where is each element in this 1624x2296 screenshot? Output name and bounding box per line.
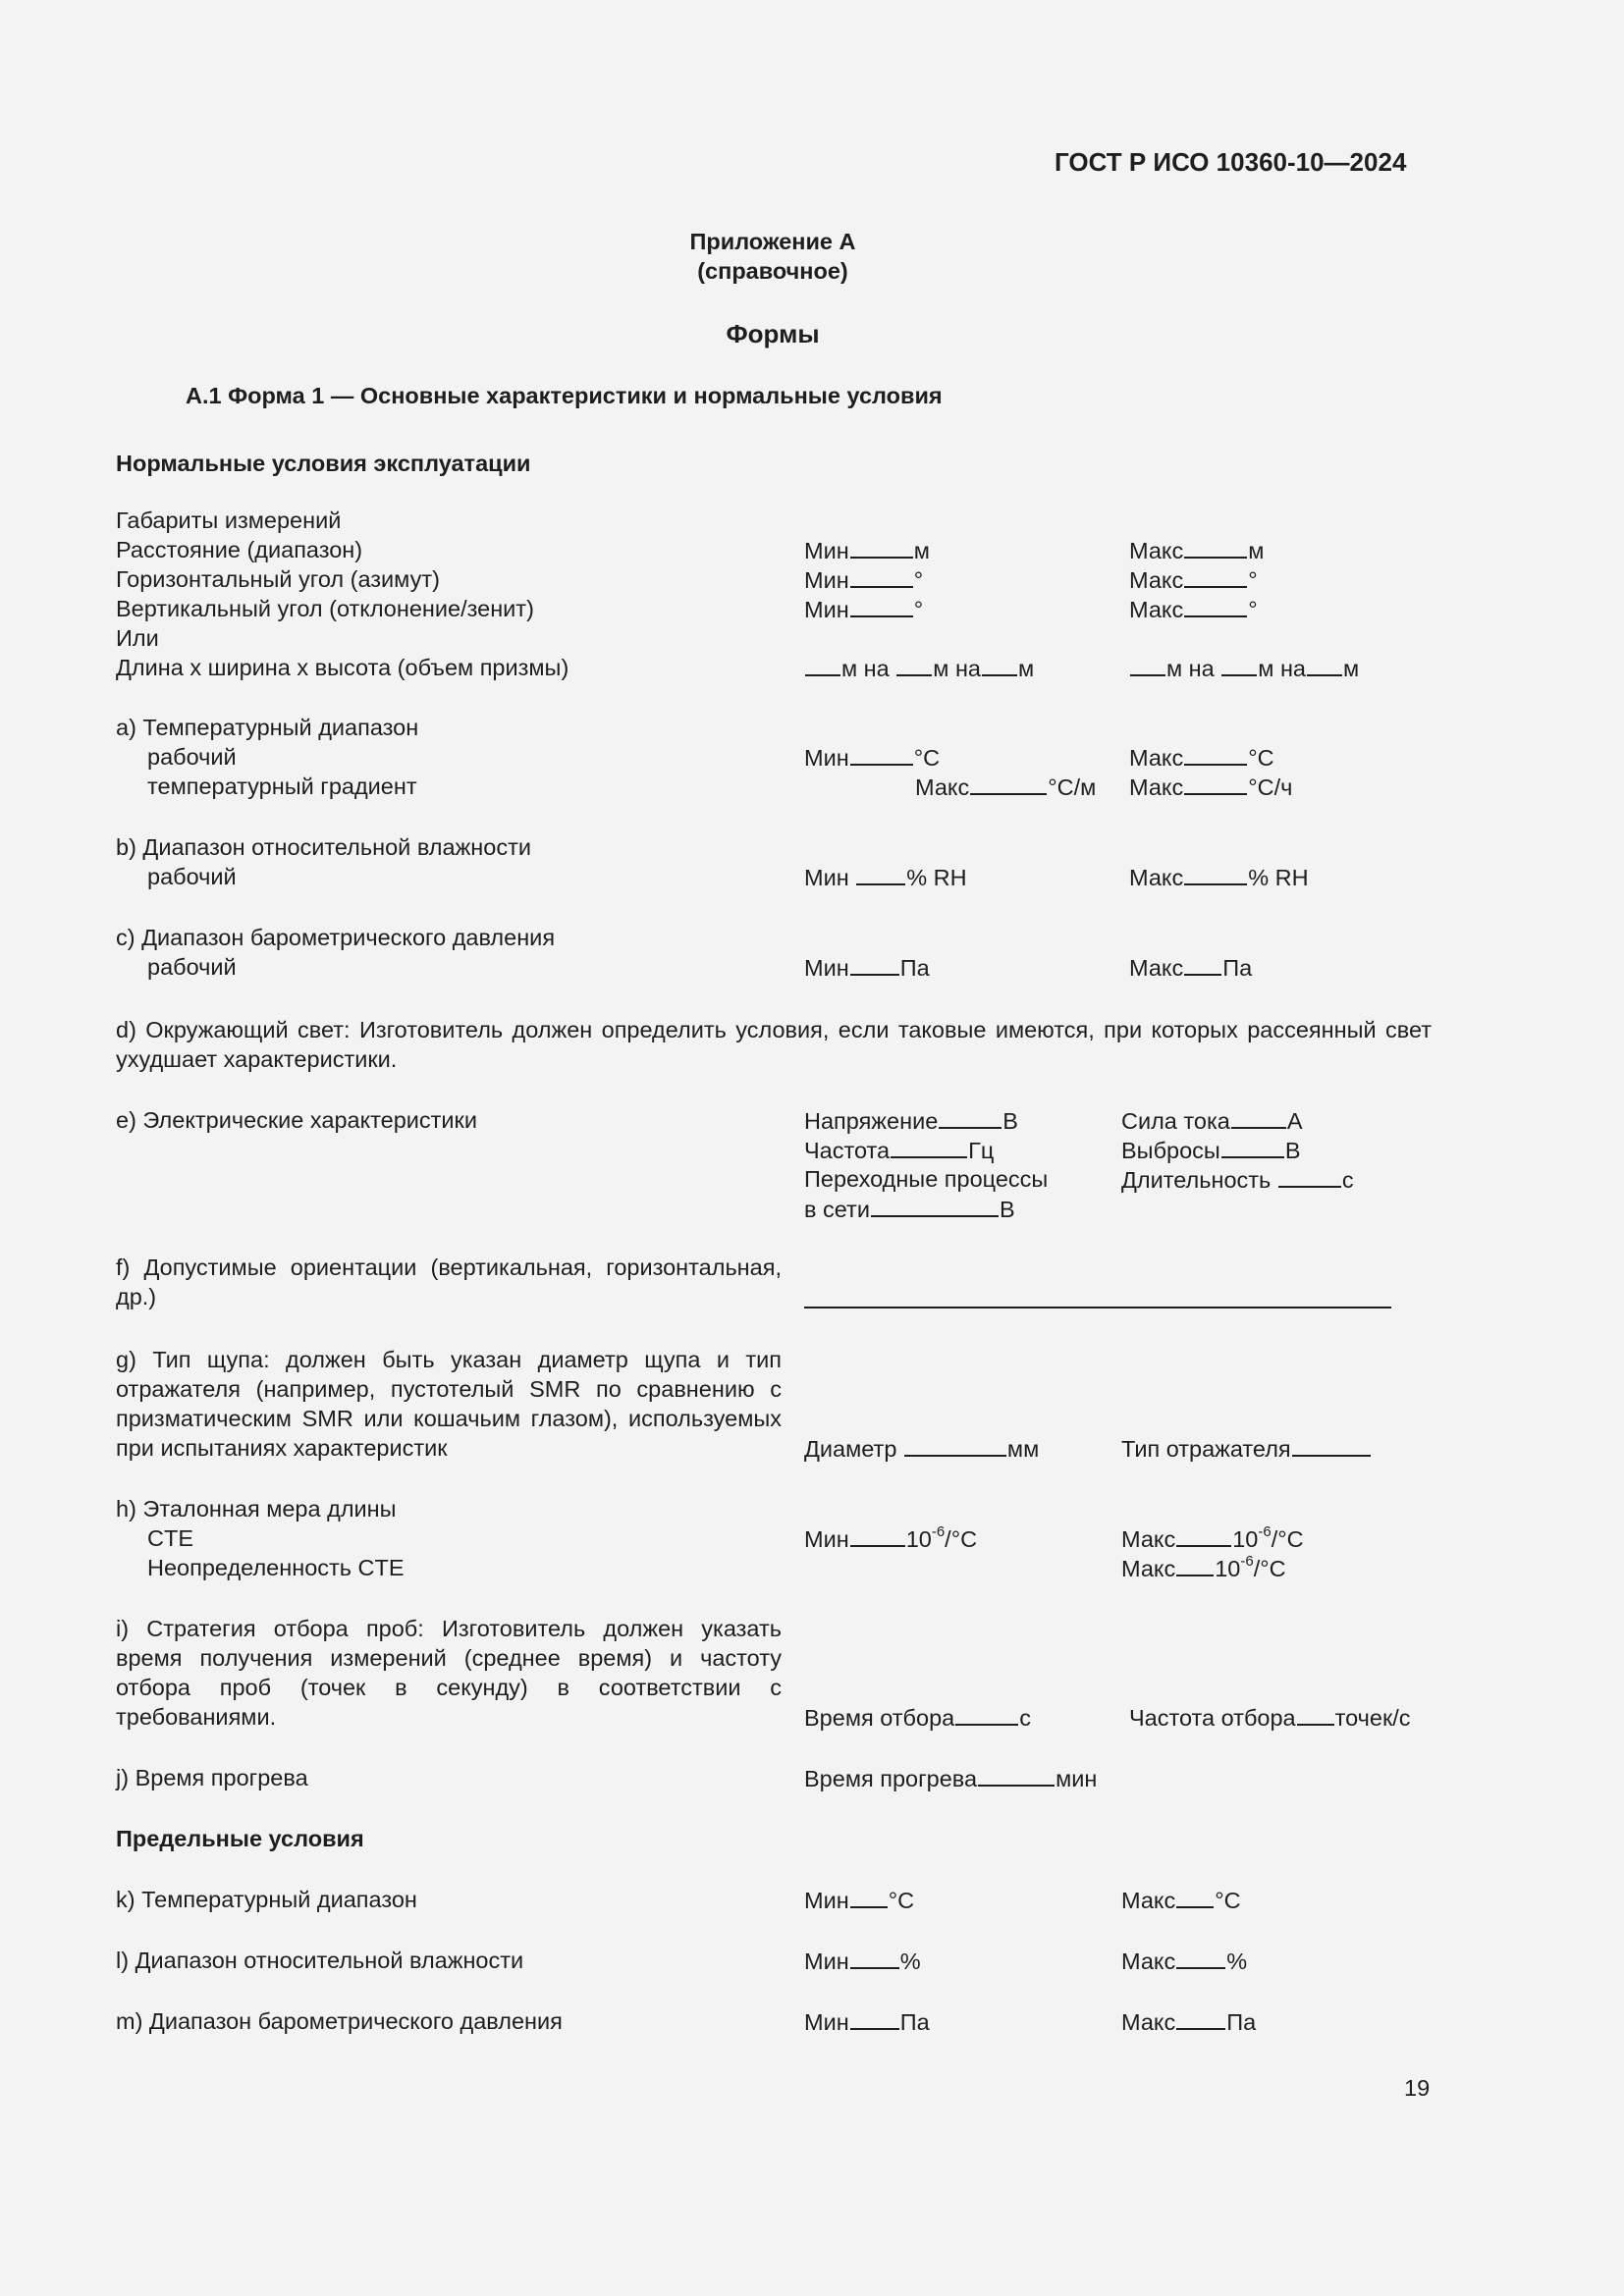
cte-label: CTE — [147, 1525, 193, 1551]
temp-range-label: a) Температурный диапазон — [116, 715, 419, 740]
limit-temp-min: Мин °C — [804, 1885, 914, 1915]
cte-max: Макс $10^{-6}/^\circ C$ — [1121, 1523, 1304, 1552]
current-field: Сила тока А — [1121, 1105, 1303, 1136]
cte-min: Мин $10^{-6}/^\circ C$ — [804, 1523, 978, 1552]
section-title: А.1 Форма 1 — Основные характеристики и нормальные условия — [186, 383, 943, 408]
lwh-max: м на м на м — [1129, 653, 1359, 683]
warmup-label: j) Время прогрева — [116, 1765, 308, 1790]
limit-temp-label: k) Температурный диапазон — [116, 1887, 417, 1912]
diameter-field: Диаметр мм — [804, 1433, 1039, 1464]
distance-min: Мин м — [804, 535, 930, 565]
lwh-label: Длина x ширина x высота (объем призмы) — [116, 655, 569, 680]
reflector-type-field: Тип отражателя — [1121, 1433, 1372, 1464]
limit-humidity-label: l) Диапазон относительной влажности — [116, 1948, 524, 1973]
humidity-working-label: рабочий — [147, 864, 237, 889]
horiz-max: Макс ° — [1129, 564, 1258, 595]
distance-label: Расстояние (диапазон) — [116, 537, 363, 562]
temp-working-min: Мин °C — [804, 742, 940, 773]
ref-length-label: h) Эталонная мера длины — [116, 1496, 397, 1522]
orientations-blank — [804, 1307, 1391, 1308]
electrical-label: e) Электрические характеристики — [116, 1107, 477, 1133]
page-number: 19 — [1404, 2075, 1431, 2101]
ambient-light-text: d) Окружающий свет: Изготовитель должен определить условия, если таковые имеются, при которых рассеянный свет ухудшает характеристики. — [116, 1017, 1432, 1072]
pressure-min: Мин Па — [804, 952, 930, 983]
vert-angle-label: Вертикальный угол (отклонение/зенит) — [116, 596, 534, 621]
appendix-subtitle: (справочное) — [697, 258, 848, 284]
sample-rate-field: Частота отбора точек/с — [1129, 1702, 1411, 1733]
sample-time-field: Время отбора с — [804, 1702, 1031, 1733]
duration-field: Длительность с — [1121, 1164, 1354, 1195]
limit-pressure-min: Мин Па — [804, 2006, 930, 2037]
temp-gradient-label: температурный градиент — [147, 774, 417, 799]
horiz-angle-label: Горизонтальный угол (азимут) — [116, 566, 440, 592]
limit-humidity-max: Макс % — [1121, 1946, 1247, 1976]
cte-uncertainty-label: Неопределенность CTE — [147, 1555, 405, 1580]
temp-gradient-max-h: Макс °C/ч — [1129, 772, 1292, 802]
appendix-heading: Формы — [726, 319, 820, 348]
or-label: Или — [116, 625, 159, 651]
sampling-text: i) Стратегия отбора проб: Изготовитель должен указать время получения измерений (среднее время) и частоту отбора проб (точек в секунду) в соответствии с требованиями. — [116, 1616, 782, 1730]
gabarity-label: Габариты измерений — [116, 507, 342, 533]
humidity-min: Мин % RH — [804, 862, 967, 892]
probe-text: g) Тип щупа: должен быть указан диаметр щупа и тип отражателя (например, пустотелый SMR по сравнению с призматическим SMR или кошачьим глазом), используемых при испытаниях характеристик — [116, 1347, 782, 1461]
temp-working-max: Макс °C — [1129, 742, 1274, 773]
pressure-label: c) Диапазон барометрического давления — [116, 925, 556, 950]
vert-max: Макс ° — [1129, 594, 1258, 624]
normal-conditions-heading: Нормальные условия эксплуатации — [116, 451, 531, 476]
limit-pressure-label: m) Диапазон барометрического давления — [116, 2008, 563, 2034]
limit-humidity-min: Мин % — [804, 1946, 921, 1976]
distance-max: Макс м — [1129, 535, 1264, 565]
pressure-max: Макс Па — [1129, 952, 1252, 983]
frequency-field: Частота Гц — [804, 1135, 994, 1165]
humidity-label: b) Диапазон относительной влажности — [116, 834, 531, 860]
transients-label: Переходные процессы — [804, 1166, 1049, 1192]
document-number: ГОСТ Р ИСО 10360-10—2024 — [1055, 147, 1407, 177]
warmup-field: Время прогрева мин — [804, 1763, 1097, 1793]
temp-working-label: рабочий — [147, 744, 237, 770]
transients-field: в сети В — [804, 1194, 1015, 1224]
limit-pressure-max: Макс Па — [1121, 2006, 1256, 2037]
humidity-max: Макс % RH — [1129, 862, 1309, 892]
horiz-min: Мин ° — [804, 564, 923, 595]
orientations-text: f) Допустимые ориентации (вертикальная, горизонтальная, др.) — [116, 1255, 782, 1309]
voltage-field: Напряжение В — [804, 1105, 1018, 1136]
surges-field: Выбросы В — [1121, 1135, 1301, 1165]
pressure-working-label: рабочий — [147, 954, 237, 980]
cte-uncertainty-max: Макс $10^{-6}/^\circ C$ — [1121, 1553, 1286, 1581]
appendix-title: Приложение А — [689, 229, 856, 254]
limit-conditions-heading: Предельные условия — [116, 1826, 364, 1851]
vert-min: Мин ° — [804, 594, 923, 624]
temp-gradient-max-m: Макс °C/м — [915, 772, 1096, 802]
limit-temp-max: Макс °C — [1121, 1885, 1241, 1915]
lwh-min: м на м на м — [804, 653, 1034, 683]
